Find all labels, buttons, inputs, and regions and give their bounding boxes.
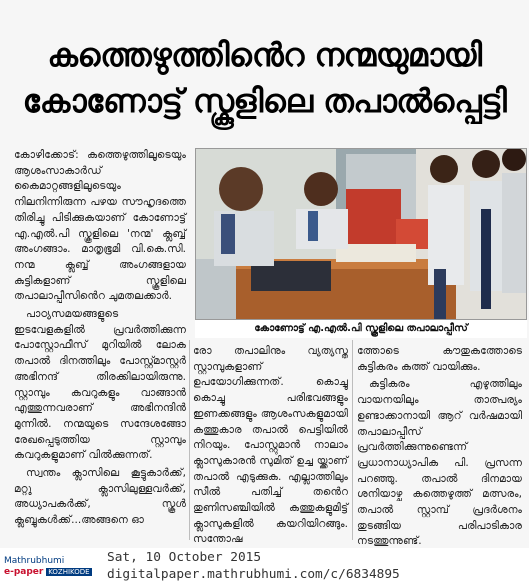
headline-line-2: കോണോട്ട് സ്കൂളിലെ തപാൽപ്പെട്ടി: [22, 82, 507, 120]
article-column-2: [193, 344, 348, 548]
paragraph: കുട്ടികരം എഴുത്തിലും വായനയിലും താത്പര്യം ഉണ്ടാക്കാനായി ആറ് വർഷമായി തപാലാപ്പീസ് പ്രവർത്തിക്കുന്നുണ്ടെന്ന് പ്രധാനാധ്യാപിക പി. പ്രസന്ന പറഞ്ഞു. തപാൽ ദിനമായ ശനിയാഴ്ച കത്തെഴുത്ത് മത്സരം, തപാൽ സ്റ്റാമ്പ് പ്രദർശനം തുടങ്ങിയ പരിപാടികാര നടത്തുന്നുണ്ട്.: [357, 378, 522, 548]
column-divider: [352, 340, 353, 540]
brand-name: Mathrubhumi: [4, 556, 65, 566]
mathrubhumi-epaper-logo: [4, 556, 92, 578]
photo-caption: കോണോട്ട് എ.എൽ.പി സ്കൂളിലെ തപാലാപ്പീസ്: [195, 319, 527, 338]
source-url[interactable]: digitalpaper.mathrubhumi.com/c/6834895: [107, 567, 400, 582]
brand-edition: KOZHIKODE: [48, 568, 90, 576]
article-column-1: [14, 148, 186, 529]
paragraph: കോഴിക്കോട്: കത്തെഴുത്തിലൂടെയും ആശംസാകാർഡ് കൈമാറ്റങ്ങളിലൂടെയും നിലനിന്നിരുന്ന പഴയ സൗഹൃദത്തെ തിരിച്ചു പിടിക്കുകയാണ് കോണോട്ട് എ.എൽ.പി സ്കൂളിലെ 'നന്മ' ക്ലബ്ബ് അംഗങ്ങാം. മാതൃഭൂമി വി.കെ.സി. നന്മ ക്ലബ്ബ് അംഗങ്ങളായ കുട്ടികളാണ് സ്കൂളിലെ തപാലാപ്പീസിൻെറ ചുമതലക്കാർ.: [14, 149, 186, 303]
article-column-3: [357, 344, 522, 549]
paragraph: ത്തോടെ കൗതുകത്തോടെ കുട്ടികരം കത്ത് വായിക്കും.: [357, 345, 522, 373]
paragraph: രോ തപാലിനും വ്യത്യസ്ത സ്റ്റാമ്പുകളാണ് ഉപയോഗിക്കുന്നത്. കൊച്ചു കൊച്ചു പരിഭവങ്ങളും ഇണക്കങ്ങളും ആശംസകളുമായി കത്തുകാര തപാൽ പെട്ടിയിൽ നിറയും. പോസ്റ്റുമാൻ നാലാം ക്ലാസുകാരൻ സുമിത് ഉച്ച യ്ക്കാണ് തപാൽ എടുക്കുക. എല്ലാത്തിലും സീൽ പതിച്ച് തൻെറ തുണിസഞ്ചിയിൽ കത്തുകളുമിട്ട് ക്ലാസുകളിൽ കയറിയിറങ്ങും. സന്തോഷ: [193, 345, 348, 546]
publication-date: Sat, 10 October 2015: [107, 550, 262, 565]
paragraph: പാഠ്യസമയങ്ങളുടെ ഇടവേളകളിൽ പ്രവർത്തിക്കുന്ന പോസ്റ്റോഫീസ് മുറിയിൽ ലോക തപാൽ ദിനത്തിലും പോസ്റ്റ്മാസ്റ്റർ അഭിനന്ദ് തിരക്കിലായിരുന്നു. സ്റ്റാമ്പും കവറുകളും വാങ്ങാൻ എത്തുന്നവരാണ് അഭിനന്ദിൻ മുന്നിൽ. നന്മയുടെ സന്ദേശങ്ങോ രേഖപ്പെടുത്തിയ സ്റ്റാമ്പും കവറുകളുമാണ് വിൽക്കുന്നത്.: [14, 308, 186, 462]
epaper-footer: [0, 548, 529, 585]
headline-line-1: കത്തെഴുത്തിൻെറ നന്മയുമായി: [47, 36, 482, 74]
classroom-post-office-illustration: [196, 149, 526, 336]
paragraph: സ്വന്തം ക്ലാസിലെ കൂട്ടുകാർക്ക്, മറ്റു ക്ലാസിലുള്ളവർക്ക്, അധ്യാപകർക്ക്, സ്കൂൾ ക്ലബ്ബുകൾക്ക്...അങ്ങനെ ഓ: [14, 467, 186, 527]
brand-epaper: e-paper: [4, 567, 44, 577]
column-divider: [189, 340, 190, 540]
news-photo: [195, 148, 527, 337]
